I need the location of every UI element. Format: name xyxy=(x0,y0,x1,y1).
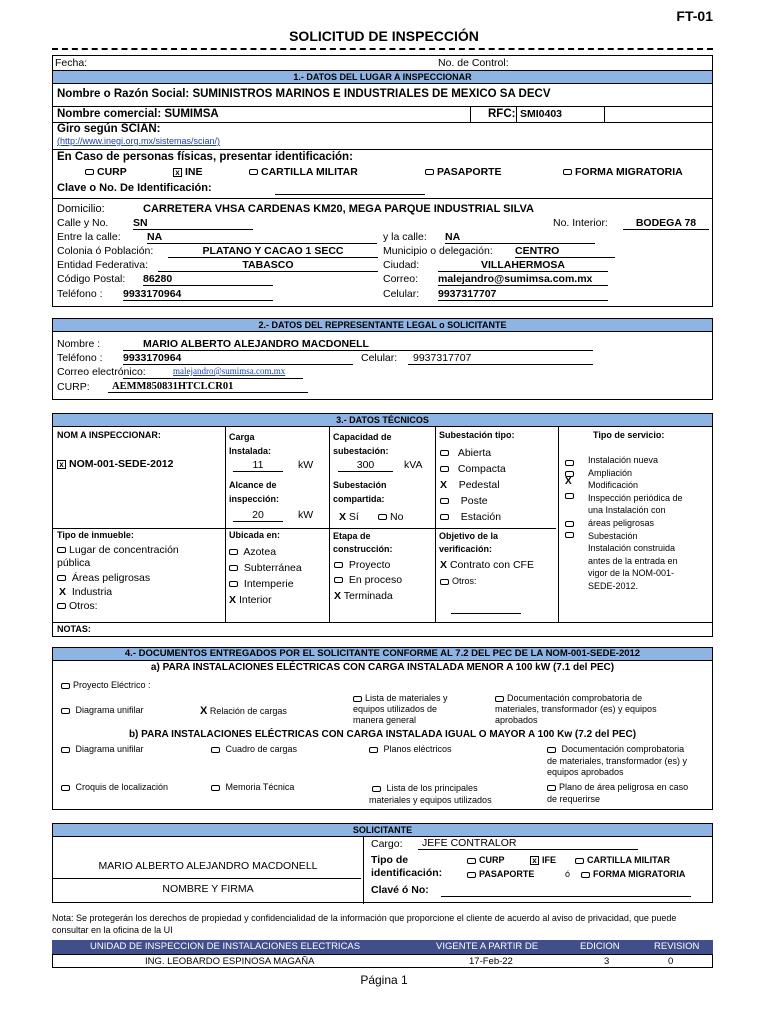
inmueble-peligrosas[interactable]: Áreas peligrosas xyxy=(57,572,150,584)
id-forma[interactable]: FORMA MIGRATORIA xyxy=(563,166,683,178)
servicio-checks[interactable]: X xyxy=(565,454,577,537)
interior-value: BODEGA 78 xyxy=(623,217,709,230)
entre-value: NA xyxy=(147,231,377,244)
section-1 xyxy=(52,70,713,307)
rfc-label: RFC: xyxy=(488,108,516,120)
footer-h1: UNIDAD DE INSPECCION DE INSTALACIONES ELECTRICAS xyxy=(90,941,361,952)
capacidad-value[interactable]: 300 xyxy=(338,459,393,472)
cel-value: 9937317707 xyxy=(438,288,608,301)
a-relacion[interactable]: X Relación de cargas xyxy=(200,705,287,717)
section-4-header: 4.- DOCUMENTOS ENTREGADOS POR EL SOLICITANTE CONFORME AL 7.2 DEL PEC DE LA NOM-001-SEDE-2012 xyxy=(53,648,712,661)
section-5-header: SOLICITANTE xyxy=(53,824,712,837)
rep-curp-value: AEMM850831HTCLCR01 xyxy=(108,381,308,393)
alcance-unit: kW xyxy=(298,509,314,521)
rfc-value: SMI0403 xyxy=(520,108,563,120)
b-lista[interactable]: Lista de los principales materiales y equipos utilizados xyxy=(369,783,492,805)
sub-abierta[interactable]: Abierta xyxy=(440,447,491,459)
colonia-value: PLATANO Y CACAO 1 SECC xyxy=(168,245,378,258)
entidad-value: TABASCO xyxy=(158,259,378,272)
a-proyecto[interactable]: Proyecto Eléctrico : xyxy=(61,680,151,690)
section-4 xyxy=(52,647,713,810)
s5-clave-input[interactable] xyxy=(441,896,691,897)
clave-input[interactable] xyxy=(275,194,425,195)
sub-estacion[interactable]: Estación xyxy=(440,511,501,523)
sub-poste[interactable]: Poste xyxy=(440,495,488,507)
b-memoria[interactable]: Memoria Técnica xyxy=(211,782,294,792)
inmueble-concentracion[interactable]: Lugar de concentración xyxy=(57,544,179,556)
objetivo-cfe[interactable]: X Contrato con CFE xyxy=(440,559,534,571)
sub-tipo-label: Subestación tipo: xyxy=(439,430,515,440)
cargo-value: JEFE CONTRALOR xyxy=(418,837,638,850)
municipio-value: CENTRO xyxy=(515,245,615,258)
s5-o: ó xyxy=(565,869,571,879)
footer-v3: 3 xyxy=(604,956,610,967)
tel-value: 9933170964 xyxy=(123,288,273,301)
rep-tel-label: Teléfono : xyxy=(57,352,103,364)
page-number: Página 1 xyxy=(360,973,408,987)
servicio-label: Tipo de servicio: xyxy=(593,430,665,440)
id-ine[interactable]: x INE xyxy=(173,166,203,178)
fecha-label: Fecha: xyxy=(55,57,88,69)
ciudad-label: Ciudad: xyxy=(383,259,420,271)
rep-cel-label: Celular: xyxy=(361,352,398,364)
a-diagrama[interactable]: Diagrama unifilar xyxy=(61,705,144,715)
section-2 xyxy=(52,318,713,400)
section-2-header: 2.- DATOS DEL REPRESENTANTE LEGAL o SOLICITANTE xyxy=(53,319,712,332)
title-divider xyxy=(52,48,713,50)
fisicas-label: En Caso de personas físicas, presentar identificación: xyxy=(57,151,353,163)
id-cartilla[interactable]: CARTILLA MILITAR xyxy=(249,166,358,178)
razon-social: Nombre o Razón Social: SUMINISTROS MARINOS E INDUSTRIALES DE MEXICO SA DECV xyxy=(57,88,551,100)
inmueble-otros[interactable]: Otros: xyxy=(57,600,98,612)
footer-values xyxy=(52,954,713,968)
rep-nombre-value: MARIO ALBERTO ALEJANDRO MACDONELL xyxy=(123,338,593,351)
ylacalle-label: y la calle: xyxy=(383,231,427,243)
domicilio-label: Domicilio: xyxy=(57,203,105,215)
s5-clave-label: Clavé ó No: xyxy=(371,884,429,896)
correo-label: Correo: xyxy=(383,273,419,285)
cargo-label: Cargo: xyxy=(371,838,403,850)
ciudad-value: VILLAHERMOSA xyxy=(438,259,608,272)
correo-value: malejandro@sumimsa.com.mx xyxy=(438,273,608,286)
etapa-terminada[interactable]: X Terminada xyxy=(334,590,393,602)
entidad-label: Entidad Federativa: xyxy=(57,259,149,271)
ylacalle-value: NA xyxy=(445,231,595,244)
compartida-si[interactable]: X Sí xyxy=(339,511,359,523)
ubicada-subterranea[interactable]: Subterránea xyxy=(229,562,302,574)
footer-h3: EDICION xyxy=(580,941,620,952)
alcance-value[interactable]: 20 xyxy=(233,509,283,522)
nombre-comercial: Nombre comercial: SUMIMSA xyxy=(57,108,219,120)
ubicada-label: Ubicada en: xyxy=(229,530,281,540)
capacidad-unit: kVA xyxy=(404,459,423,471)
b-doc[interactable]: Documentación comprobatoria de materiales, transformador (es) y equipos aprobados xyxy=(547,744,688,777)
clave-label: Clave o No. De Identificación: xyxy=(57,182,212,194)
inmueble-publica: pública xyxy=(57,557,91,569)
sub-compacta[interactable]: Compacta xyxy=(440,463,506,475)
nom-label: NOM A INSPECCIONAR: xyxy=(57,430,161,440)
s5-forma[interactable]: FORMA MIGRATORIA xyxy=(581,869,685,879)
id-pasaporte[interactable]: PASAPORTE xyxy=(425,166,502,178)
colonia-label: Colonia ó Población: xyxy=(57,245,154,257)
section-5 xyxy=(52,823,713,903)
servicio-options: Instalación nueva Ampliación Modificación Inspección periódica de una Instalación con áreas peligrosas Subestación Instalación construida antes de la entrada en vigor de la NOM-001- SEDE-2012. xyxy=(588,455,683,591)
section-3 xyxy=(52,413,713,637)
b-plano[interactable]: Plano de área peligrosa en caso de requerirse xyxy=(547,782,689,804)
municipio-label: Municipio o delegación: xyxy=(383,245,493,257)
s5-pasaporte[interactable]: PASAPORTE xyxy=(467,869,534,879)
footer-v4: 0 xyxy=(668,956,674,967)
form-title: SOLICITUD DE INSPECCIÓN xyxy=(289,28,479,44)
ubicada-interior[interactable]: X Interior xyxy=(229,594,272,606)
rep-nombre-label: Nombre : xyxy=(57,338,101,350)
nombre-firma-label: NOMBRE Y FIRMA xyxy=(162,883,254,895)
rep-correo-label: Correo electrónico: xyxy=(57,366,146,378)
fecha-row xyxy=(52,55,713,71)
ubicada-intemperie[interactable]: Intemperie xyxy=(229,578,294,590)
s4-b-title: b) PARA INSTALACIONES ELÉCTRICAS CON CARGA INSTALADA IGUAL O MAYOR A 100 Kw (7.2 del PEC) xyxy=(128,729,637,740)
s5-cartilla[interactable]: CARTILLA MILITAR xyxy=(575,855,670,865)
cp-label: Código Postal: xyxy=(57,273,126,285)
b-planos[interactable]: Planos eléctricos xyxy=(369,744,452,754)
inmueble-label: Tipo de inmueble: xyxy=(57,530,134,540)
footer-v2: 17-Feb-22 xyxy=(469,956,513,967)
cel-label: Celular: xyxy=(383,288,420,300)
id-curp[interactable]: CURP xyxy=(85,166,127,178)
section-1-header: 1.- DATOS DEL LUGAR A INSPECCIONAR xyxy=(53,71,712,84)
rep-curp-label: CURP: xyxy=(57,381,90,393)
sub-pedestal[interactable]: X Pedestal xyxy=(440,479,500,491)
calle-value: SN xyxy=(133,217,253,230)
rep-cel-value: 9937317707 xyxy=(408,352,593,365)
solicitante-nombre: MARIO ALBERTO ALEJANDRO MACDONELL xyxy=(98,860,318,872)
b-diagrama[interactable]: Diagrama unifilar xyxy=(61,744,144,754)
footer-v1: ING. LEOBARDO ESPINOSA MAGAÑA xyxy=(145,956,315,967)
s5-ife[interactable]: x IFE xyxy=(530,855,556,865)
alcance-label: Alcance de inspección: xyxy=(229,480,280,504)
compartida-no[interactable]: No xyxy=(378,511,403,523)
interior-label: No. Interior: xyxy=(553,217,608,229)
b-croquis[interactable]: Croquis de localización xyxy=(61,782,168,792)
etapa-proceso[interactable]: En proceso xyxy=(334,574,402,586)
objetivo-otros[interactable]: Otros: xyxy=(440,576,477,586)
entre-label: Entre la calle: xyxy=(57,231,121,243)
control-label: No. de Control: xyxy=(438,57,509,69)
section-3-header: 3.- DATOS TÉCNICOS xyxy=(53,414,712,427)
etapa-proyecto[interactable]: Proyecto xyxy=(334,559,390,571)
footer-header xyxy=(52,940,713,954)
ubicada-azotea[interactable]: Azotea xyxy=(229,546,276,558)
rep-correo-value[interactable]: malejandro@sumimsa.com.mx xyxy=(173,366,286,376)
compartida-label: Subestación compartida: xyxy=(333,480,387,504)
carga-value[interactable]: 11 xyxy=(233,459,283,472)
etapa-label: Etapa de construcción: xyxy=(333,531,393,554)
tel-label: Teléfono : xyxy=(57,288,103,300)
notas-label: NOTAS: xyxy=(57,624,91,634)
form-code: FT-01 xyxy=(676,8,713,24)
calle-label: Calle y No. xyxy=(57,217,109,229)
tipo-id-label: Tipo de identificación: xyxy=(371,854,443,879)
footer-h4: REVISION xyxy=(654,941,700,952)
carga-unit: kW xyxy=(298,459,314,471)
scian-link[interactable]: (http://www.inegi.org.mx/sistemas/scian/) xyxy=(57,136,221,146)
scian-label: Giro según SCIAN: xyxy=(57,123,161,135)
domicilio-value: CARRETERA VHSA CARDENAS KM20, MEGA PARQUE INDUSTRIAL SILVA xyxy=(143,203,534,215)
cp-value: 86280 xyxy=(143,273,273,286)
privacy-note: Nota: Se protegerán los derechos de propiedad y confidencialidad de la información que proporcione el cliente de acuerdo al aviso de privacidad, que puede consultar en la oficina de la UI xyxy=(52,913,677,935)
a-doc[interactable]: Documentación comprobatoria de materiales, transformador (es) y equipos aprobados xyxy=(495,693,657,725)
nom-value[interactable]: x NOM-001-SEDE-2012 xyxy=(57,458,173,470)
s5-curp[interactable]: CURP xyxy=(467,855,505,865)
footer-h2: VIGENTE A PARTIR DE xyxy=(436,941,539,952)
s4-a-title: a) PARA INSTALACIONES ELÉCTRICAS CON CARGA INSTALADA MENOR A 100 kW (7.1 del PEC) xyxy=(150,662,615,673)
capacidad-label: Capacidad de subestación: xyxy=(333,432,392,456)
objetivo-label: Objetivo de la verificación: xyxy=(439,531,499,554)
b-cuadro[interactable]: Cuadro de cargas xyxy=(211,744,297,754)
inmueble-industria[interactable]: X Industria xyxy=(59,586,113,598)
carga-label: Carga Instalada: xyxy=(229,432,272,456)
a-lista[interactable]: Lista de materiales y equipos utilizados de manera general xyxy=(353,693,448,725)
rep-tel-value: 9933170964 xyxy=(123,352,353,365)
